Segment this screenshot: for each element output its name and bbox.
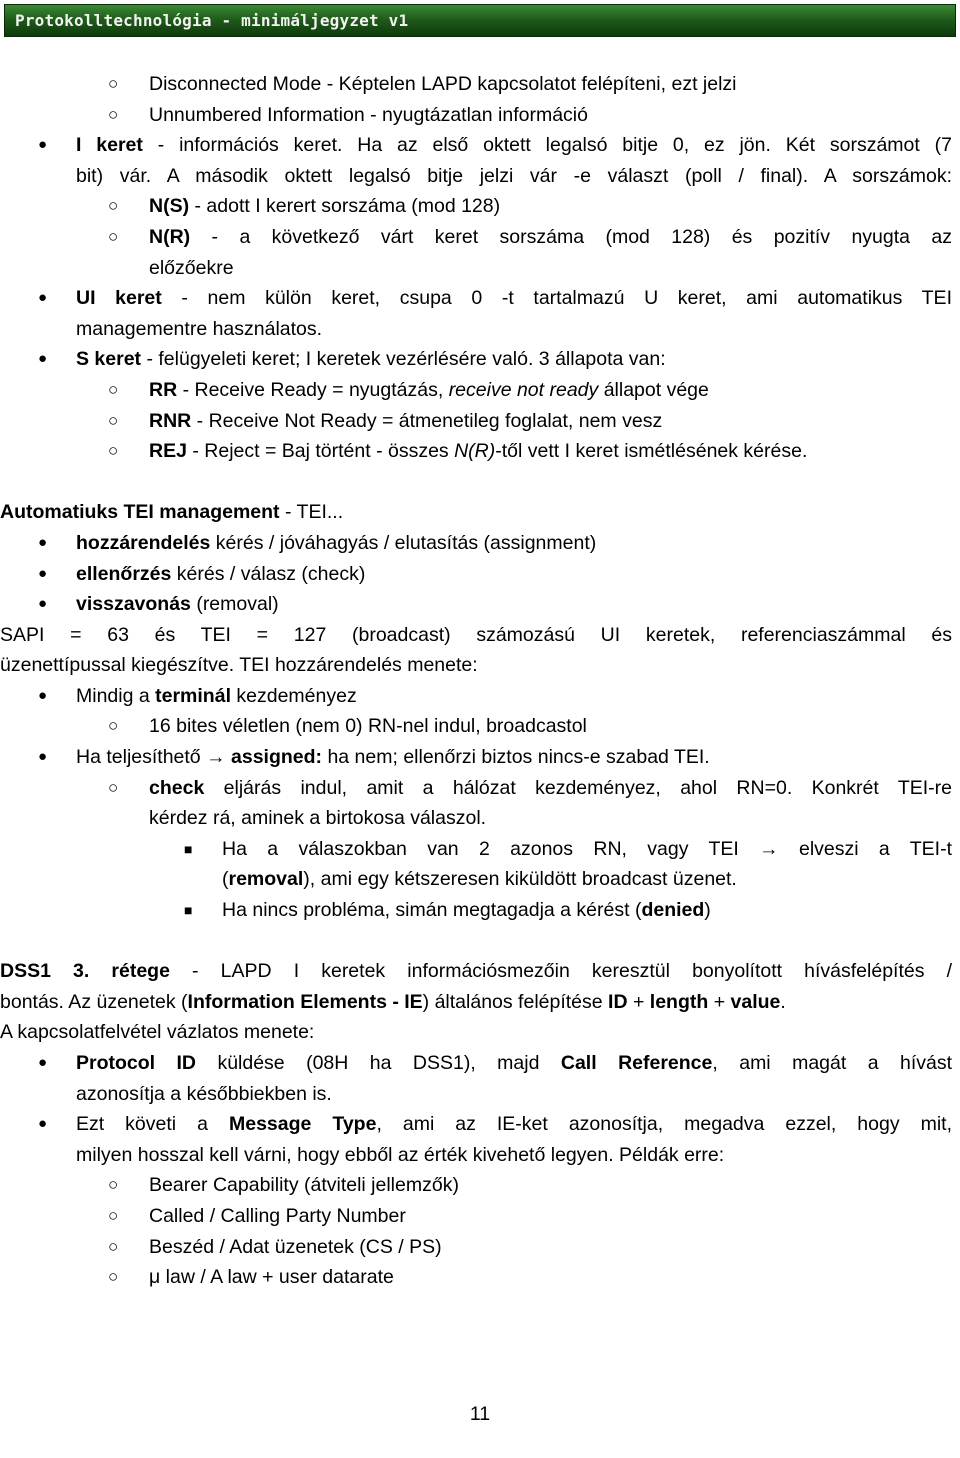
text-run: - Reject = Baj történt - összes bbox=[186, 440, 455, 463]
list-item bbox=[0, 773, 960, 804]
italic-text: N(R) bbox=[454, 440, 496, 463]
text-line bbox=[0, 497, 960, 528]
list-item bbox=[0, 1170, 960, 1201]
text-run: , ami az IE-ket azonosítja, megadva ezzel, hogy mit, bbox=[376, 1113, 952, 1136]
bullet-circle-icon: ○ bbox=[108, 1205, 119, 1225]
line-text bbox=[149, 100, 952, 131]
bold-text: denied bbox=[641, 899, 705, 922]
line-text bbox=[149, 711, 952, 742]
bold-text: RR bbox=[149, 378, 178, 401]
list-item bbox=[0, 344, 960, 375]
line-text bbox=[149, 773, 952, 804]
text-run: kérés / jóváhagyás / elutasítás (assignment) bbox=[210, 531, 597, 554]
line-text bbox=[149, 191, 952, 222]
text-run: kezdeményez bbox=[230, 684, 357, 707]
bullet-circle-icon: ○ bbox=[108, 777, 119, 797]
bold-text: hozzárendelés bbox=[76, 531, 211, 554]
text-run: μ law / A law + user datarate bbox=[149, 1266, 394, 1289]
line-text bbox=[0, 620, 952, 651]
bold-text: N(S) bbox=[149, 195, 190, 218]
bullet-circle-icon: ○ bbox=[108, 716, 119, 736]
text-run: Ha a válaszokban van 2 azonos RN, vagy TEI → elveszi a TEI-t bbox=[222, 837, 952, 860]
line-text bbox=[76, 1048, 952, 1079]
paragraph-gap bbox=[0, 926, 960, 957]
line-text bbox=[76, 161, 952, 192]
list-item bbox=[0, 1201, 960, 1232]
line-text bbox=[149, 1232, 952, 1263]
text-line bbox=[0, 314, 960, 345]
line-text bbox=[149, 69, 952, 100]
bold-text: value bbox=[730, 990, 781, 1013]
list-item bbox=[0, 559, 960, 590]
bold-text: DSS1 3. rétege bbox=[0, 960, 170, 983]
text-run: + bbox=[708, 990, 731, 1013]
bold-text: assigned: bbox=[231, 746, 323, 769]
text-run: SAPI = 63 és TEI = 127 (broadcast) számozású UI keretek, referenciaszámmal és bbox=[0, 623, 952, 646]
bold-text: UI keret bbox=[76, 287, 162, 310]
text-run: bit) vár. A második oktett legalsó bitje jelzi vár -e választ (poll / final). A sorszámok: bbox=[76, 164, 952, 187]
list-item bbox=[0, 191, 960, 222]
line-text bbox=[76, 742, 952, 773]
header-banner bbox=[4, 4, 956, 37]
list-item bbox=[0, 1109, 960, 1140]
text-run: ) általános felépítése bbox=[422, 990, 609, 1013]
line-text bbox=[76, 681, 952, 712]
text-run: Beszéd / Adat üzenetek (CS / PS) bbox=[149, 1235, 442, 1258]
document-title: Protokolltechnológia - minimáljegyzet v1 bbox=[15, 11, 409, 30]
list-item bbox=[0, 1048, 960, 1079]
page-number: 11 bbox=[469, 1403, 491, 1425]
list-item bbox=[0, 1262, 960, 1293]
list-item bbox=[0, 528, 960, 559]
text-run: ), ami egy kétszeresen kiküldött broadcast üzenet. bbox=[303, 868, 737, 891]
text-run: milyen hosszal kell várni, hogy ebből az érték kivehető legyen. Példák erre: bbox=[76, 1143, 725, 1166]
text-line bbox=[0, 1079, 960, 1110]
line-text bbox=[149, 253, 952, 284]
line-text bbox=[0, 650, 952, 681]
text-line bbox=[0, 803, 960, 834]
text-run: Ezt követi a bbox=[76, 1113, 229, 1136]
text-run: előzőekre bbox=[149, 256, 234, 279]
text-run: Ha teljesíthető → bbox=[76, 746, 231, 769]
list-item bbox=[0, 222, 960, 253]
bullet-circle-icon: ○ bbox=[108, 226, 119, 246]
text-line bbox=[0, 1140, 960, 1171]
text-run: üzenettípussal kiegészítve. TEI hozzárendelés menete: bbox=[0, 654, 478, 677]
list-item bbox=[0, 834, 960, 865]
text-line bbox=[0, 161, 960, 192]
list-item bbox=[0, 100, 960, 131]
bold-text: N(R) bbox=[149, 225, 191, 248]
line-text bbox=[76, 589, 952, 620]
line-text bbox=[149, 803, 952, 834]
bullet-circle-icon: ○ bbox=[108, 1175, 119, 1195]
bold-text: length bbox=[649, 990, 709, 1013]
bullet-disc-icon: ● bbox=[38, 564, 48, 582]
bullet-square-icon: ■ bbox=[184, 902, 193, 919]
text-line bbox=[0, 956, 960, 987]
text-run: -től vett I keret ismétlésének kérése. bbox=[495, 440, 808, 463]
text-run: állapot vége bbox=[598, 378, 709, 401]
text-run: Ha nincs probléma, simán megtagadja a kérést ( bbox=[222, 899, 642, 922]
text-run: - adott I kerert sorszáma (mod 128) bbox=[189, 195, 501, 218]
line-text bbox=[76, 314, 952, 345]
line-text bbox=[76, 1079, 952, 1110]
line-text bbox=[0, 987, 952, 1018]
bullet-disc-icon: ● bbox=[38, 136, 48, 154]
bullet-disc-icon: ● bbox=[38, 748, 48, 766]
paragraph-gap bbox=[0, 467, 960, 498]
text-run: Mindig a bbox=[76, 684, 156, 707]
bold-text: Protocol ID bbox=[76, 1052, 197, 1074]
text-run: azonosítja a későbbiekben is. bbox=[76, 1082, 332, 1105]
list-item bbox=[0, 130, 960, 161]
bold-text: terminál bbox=[155, 684, 231, 707]
bold-text: visszavonás bbox=[76, 593, 191, 616]
bold-text: I keret bbox=[76, 134, 143, 157]
line-text bbox=[222, 895, 952, 926]
line-text bbox=[76, 559, 952, 590]
bullet-disc-icon: ● bbox=[38, 350, 48, 368]
bullet-disc-icon: ● bbox=[38, 289, 48, 307]
list-item bbox=[0, 69, 960, 100]
text-run: kérdez rá, aminek a birtokosa válaszol. bbox=[149, 807, 487, 830]
italic-text: receive not ready bbox=[448, 378, 599, 401]
line-text bbox=[0, 1017, 952, 1048]
text-run: ( bbox=[222, 868, 229, 891]
text-run: - TEI... bbox=[279, 501, 344, 524]
text-run: + bbox=[627, 990, 650, 1013]
bold-text: Automatiuks TEI management bbox=[0, 501, 280, 524]
line-text bbox=[149, 1201, 952, 1232]
document-body bbox=[0, 69, 960, 1293]
text-run: . bbox=[780, 990, 786, 1013]
bold-text: Call Reference bbox=[560, 1052, 713, 1074]
line-text bbox=[149, 1262, 952, 1293]
line-text bbox=[0, 497, 952, 528]
list-item bbox=[0, 375, 960, 406]
bold-text: ellenőrzés bbox=[76, 562, 172, 585]
list-item bbox=[0, 406, 960, 437]
bullet-circle-icon: ○ bbox=[108, 441, 119, 461]
bold-text: removal bbox=[228, 868, 304, 891]
text-run: bontás. Az üzenetek ( bbox=[0, 990, 188, 1013]
list-item bbox=[0, 1232, 960, 1263]
text-run: managementre használatos. bbox=[76, 317, 323, 340]
bullet-circle-icon: ○ bbox=[108, 379, 119, 399]
bullet-circle-icon: ○ bbox=[108, 1267, 119, 1287]
bullet-circle-icon: ○ bbox=[108, 104, 119, 124]
text-run: Bearer Capability (átviteli jellemzők) bbox=[149, 1174, 459, 1197]
bullet-circle-icon: ○ bbox=[108, 410, 119, 430]
line-text bbox=[149, 406, 952, 437]
text-run: 16 bites véletlen (nem 0) RN-nel indul, broadcastol bbox=[149, 715, 587, 738]
line-text bbox=[76, 130, 952, 161]
line-text bbox=[76, 528, 952, 559]
line-text bbox=[76, 1140, 952, 1171]
bullet-square-icon: ■ bbox=[184, 840, 193, 857]
text-run: A kapcsolatfelvétel vázlatos menete: bbox=[0, 1021, 315, 1044]
line-text bbox=[76, 283, 952, 314]
text-run: - a következő várt keret sorszáma (mod 128) és pozitív nyugta az bbox=[190, 225, 952, 248]
list-item bbox=[0, 436, 960, 467]
text-line bbox=[0, 650, 960, 681]
text-run: - nem külön keret, csupa 0 -t tartalmazú U keret, ami automatikus TEI bbox=[161, 287, 952, 310]
bullet-disc-icon: ● bbox=[38, 1115, 48, 1133]
bullet-disc-icon: ● bbox=[38, 533, 48, 551]
bold-text: Message Type bbox=[228, 1113, 377, 1136]
list-item bbox=[0, 681, 960, 712]
text-run: - felügyeleti keret; I keretek vezérlésére való. 3 állapota van: bbox=[141, 348, 666, 371]
line-text bbox=[222, 864, 952, 895]
line-text bbox=[149, 436, 952, 467]
text-run: ha nem; ellenőrzi biztos nincs-e szabad TEI. bbox=[322, 746, 710, 769]
list-item bbox=[0, 589, 960, 620]
bold-text: check bbox=[149, 776, 205, 799]
bullet-circle-icon: ○ bbox=[108, 74, 119, 93]
bold-text: ID bbox=[608, 990, 628, 1013]
text-run: - információs keret. Ha az első oktett legalsó bitje 0, ez jön. Két sorszámot (7 bbox=[142, 134, 952, 157]
text-run: - LAPD I keretek információsmezőin keresztül bonyolított hívásfelépítés / bbox=[169, 960, 952, 983]
list-item bbox=[0, 711, 960, 742]
list-item bbox=[0, 742, 960, 773]
text-run: küldése (08H ha DSS1), majd bbox=[196, 1052, 561, 1074]
bullet-circle-icon: ○ bbox=[108, 1236, 119, 1256]
text-run: kérés / válasz (check) bbox=[171, 562, 366, 585]
line-text bbox=[222, 834, 952, 865]
bullet-disc-icon: ● bbox=[38, 595, 48, 613]
bullet-circle-icon: ○ bbox=[108, 196, 119, 216]
text-line bbox=[0, 253, 960, 284]
bold-text: S keret bbox=[76, 348, 142, 371]
text-run: Unnumbered Information - nyugtázatlan információ bbox=[149, 103, 588, 126]
line-text bbox=[149, 222, 952, 253]
text-run: Disconnected Mode - Képtelen LAPD kapcsolatot felépíteni, ezt jelzi bbox=[149, 73, 737, 95]
text-run: ) bbox=[704, 899, 711, 922]
bullet-disc-icon: ● bbox=[38, 686, 48, 704]
bold-text: REJ bbox=[149, 440, 187, 463]
line-text bbox=[0, 956, 952, 987]
line-text bbox=[149, 1170, 952, 1201]
text-line bbox=[0, 1017, 960, 1048]
bold-text: RNR bbox=[149, 409, 192, 432]
line-text bbox=[76, 1109, 952, 1140]
text-run: - Receive Ready = nyugtázás, bbox=[177, 378, 449, 401]
text-run: (removal) bbox=[190, 593, 279, 616]
text-line bbox=[0, 620, 960, 651]
list-item bbox=[0, 283, 960, 314]
line-text bbox=[76, 344, 952, 375]
text-run: Called / Calling Party Number bbox=[149, 1204, 406, 1227]
text-run: , ami magát a hívást bbox=[712, 1052, 952, 1074]
list-item bbox=[0, 895, 960, 926]
text-line bbox=[0, 864, 960, 895]
line-text bbox=[149, 375, 952, 406]
bold-text: Information Elements - IE bbox=[187, 990, 423, 1013]
text-run: eljárás indul, amit a hálózat kezdeményez, ahol RN=0. Konkrét TEI-re bbox=[204, 776, 952, 799]
bullet-disc-icon: ● bbox=[38, 1054, 48, 1071]
text-run: - Receive Not Ready = átmenetileg foglalat, nem vesz bbox=[191, 409, 663, 432]
text-line bbox=[0, 987, 960, 1018]
